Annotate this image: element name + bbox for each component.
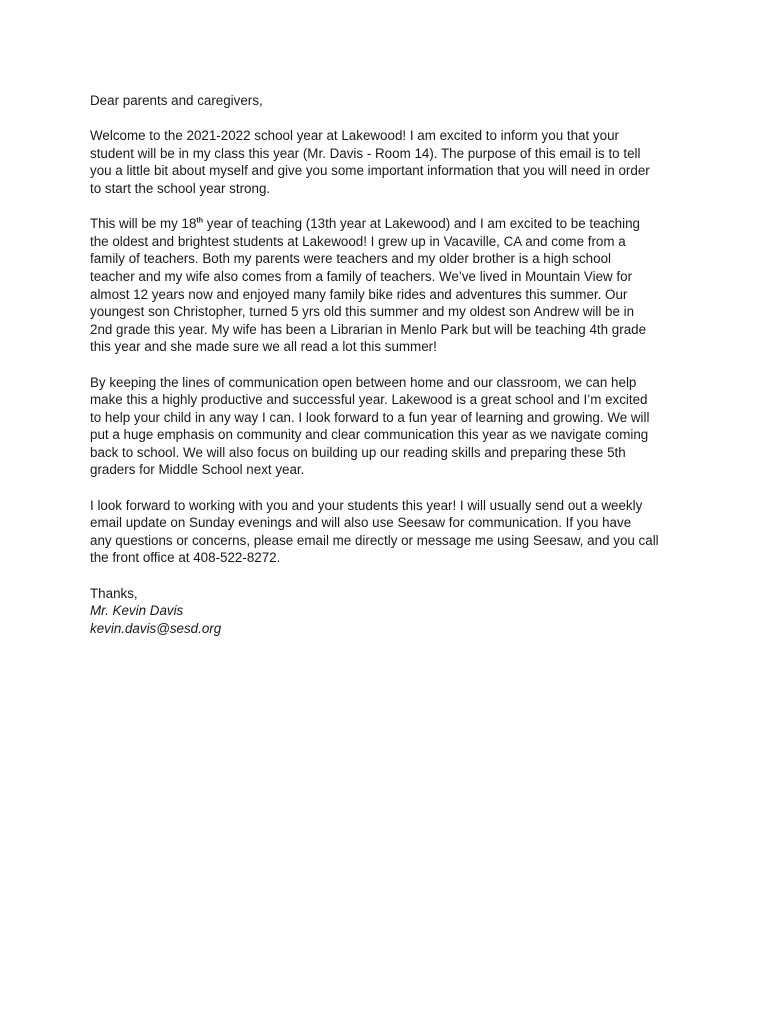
sign-off <box>90 585 690 638</box>
paragraph-line: the front office at 408-522-8272. <box>90 550 281 566</box>
signature-email: kevin.davis@sesd.org <box>90 620 222 636</box>
paragraph-line: put a huge emphasis on community and clear communication this year as we navigate coming <box>90 427 649 443</box>
paragraph-communication <box>90 374 690 480</box>
ordinal-suffix: th <box>196 217 204 225</box>
paragraph-welcome <box>90 127 690 197</box>
paragraph-line: Welcome to the 2021-2022 school year at Lakewood! I am excited to inform you that your <box>90 128 619 144</box>
paragraph-contact <box>90 497 690 567</box>
line-remainder: year of teaching (13th year at Lakewood) and I am excited to be teaching <box>203 216 640 232</box>
greeting: Dear parents and caregivers, <box>90 93 263 108</box>
paragraph-line: you a little bit about myself and give you some important information that you will need in order <box>90 163 650 179</box>
letter-body <box>90 92 690 655</box>
paragraph-line: make this a highly productive and successful year. Lakewood is a great school and I’m excited <box>90 392 648 408</box>
paragraph-line: back to school. We will also focus on building up our reading skills and preparing these 5th <box>90 444 626 460</box>
paragraph-line: student will be in my class this year (Mr. Davis - Room 14). The purpose of this email is to tell <box>90 145 641 161</box>
paragraph-line: family of teachers. Both my parents were teachers and my older brother is a high school <box>90 251 611 267</box>
paragraph-line: 2nd grade this year. My wife has been a Librarian in Menlo Park but will be teaching 4th grade <box>90 321 647 337</box>
paragraph-line <box>90 215 690 233</box>
paragraph-line: I look forward to working with you and your students this year! I will usually send out a weekly <box>90 497 643 513</box>
paragraph-line: teacher and my wife also comes from a family of teachers. We’ve lived in Mountain View for <box>90 268 633 284</box>
paragraph-about-me <box>90 215 690 356</box>
paragraph-line: the oldest and brightest students at Lakewood! I grew up in Vacaville, CA and come from a <box>90 233 626 249</box>
paragraph-line: to start the school year strong. <box>90 180 271 196</box>
paragraph-line: almost 12 years now and enjoyed many family bike rides and adventures this summer. Our <box>90 286 628 302</box>
paragraph-line: By keeping the lines of communication open between home and our classroom, we can help <box>90 374 637 390</box>
paragraph-line: graders for Middle School next year. <box>90 462 305 478</box>
paragraph-line: any questions or concerns, please email me directly or message me using Seesaw, and you call <box>90 532 659 548</box>
paragraph-line: to help your child in any way I can. I look forward to a fun year of learning and growing. We will <box>90 409 650 425</box>
ordinal-text: This will be my 18 <box>90 216 197 232</box>
paragraph-line: email update on Sunday evenings and will also use Seesaw for communication. If you have <box>90 515 632 531</box>
paragraph-line: this year and she made sure we all read a lot this summer! <box>90 339 437 355</box>
paragraph-line: youngest son Christopher, turned 5 yrs old this summer and my oldest son Andrew will be in <box>90 304 635 320</box>
signature-name: Mr. Kevin Davis <box>90 603 184 619</box>
closing: Thanks, <box>90 585 138 601</box>
